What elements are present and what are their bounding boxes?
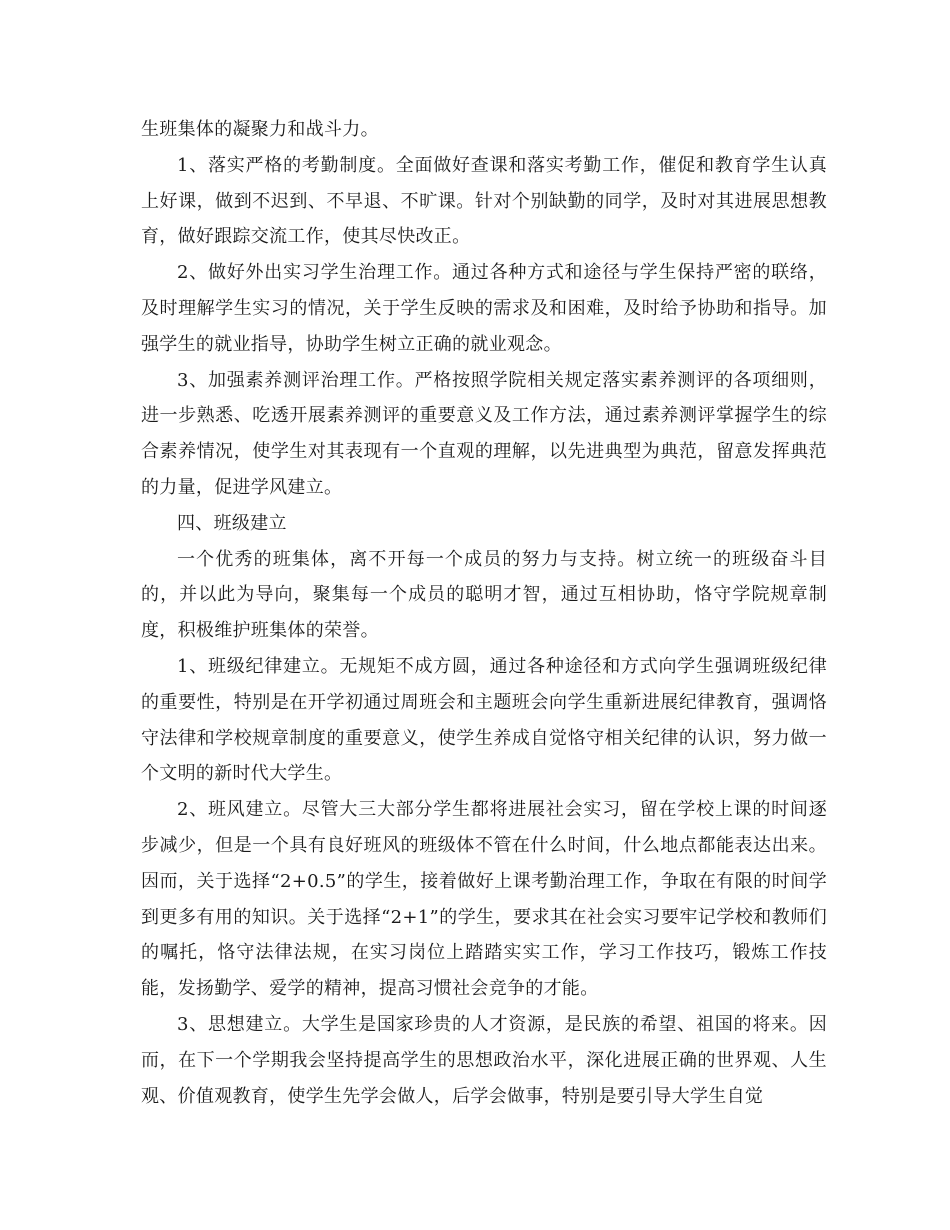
paragraph-internship: 2、做好外出实习学生治理工作。通过各种方式和途径与学生保持严密的联络，及时理解学生实习的情况，关于学生反映的需求及和困难，及时给予协助和指导。加强学生的就业指导，协助学生树立正确的就业观念。 xyxy=(141,262,827,355)
paragraph-continuation: 生班集体的凝聚力和战斗力。 xyxy=(141,119,379,140)
paragraph-class-style: 2、班风建立。尽管大三大部分学生都将进展社会实习，留在学校上课的时间逐步减少，但是一个具有良好班风的班级体不管在什么时间，什么地点都能表达出来。因而，关于选择“2+0.5”的学生，接着做好上课考勤治理工作，争取在有限的时间学到更多有用的知识。关于选择“2+1”的学生，要求其在社会实习要牢记学校和教师们的嘱托，恪守法律法规，在实习岗位上踏踏实实工作，学习工作技巧，锻炼工作技能，发扬勤学、爱学的精神，提高习惯社会竞争的才能。 xyxy=(141,799,827,1000)
paragraph-class-intro: 一个优秀的班集体，离不开每一个成员的努力与支持。树立统一的班级奋斗目的，并以此为导向，聚集每一个成员的聪明才智，通过互相协助，恪守学院规章制度，积极维护班集体的荣誉。 xyxy=(141,548,827,642)
paragraph-ideology: 3、思想建立。大学生是国家珍贵的人才资源，是民族的希望、祖国的将来。因而，在下一个学期我会坚持提高学生的思想政治水平，深化进展正确的世界观、人生观、价值观教育，使学生先学会做人，后学会做事，特别是要引导大学生自觉 xyxy=(141,1013,827,1107)
document-body xyxy=(141,112,827,1114)
paragraph-attendance: 1、落实严格的考勤制度。全面做好查课和落实考勤工作，催促和教育学生认真上好课，做到不迟到、不早退、不旷课。针对个别缺勤的同学，及时对其进展思想教育，做好跟踪交流工作，使其尽快改正。 xyxy=(141,154,827,248)
paragraph-discipline: 1、班级纪律建立。无规矩不成方圆，通过各种途径和方式向学生强调班级纪律的重要性，特别是在开学初通过周班会和主题班会向学生重新进展纪律教育，强调恪守法律和学校规章制度的重要意义，使学生养成自觉恪守相关纪律的认识，努力做一个文明的新时代大学生。 xyxy=(141,655,827,785)
paragraph-quality-assessment: 3、加强素养测评治理工作。严格按照学院相关规定落实素养测评的各项细则，进一步熟悉、吃透开展素养测评的重要意义及工作方法，通过素养测评掌握学生的综合素养情况，使学生对其表现有一个直观的理解，以先进典型为典范，留意发挥典范的力量，促进学风建立。 xyxy=(141,369,827,498)
section-heading-class-building: 四、班级建立 xyxy=(177,512,287,534)
